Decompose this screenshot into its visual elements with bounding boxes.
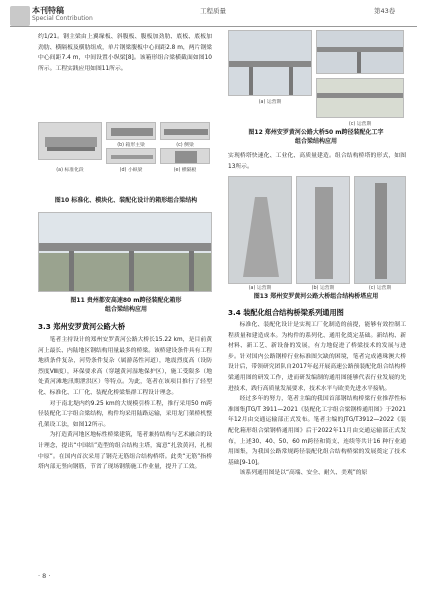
fig10-photo-box — [106, 122, 156, 140]
section-3-3-title: 3.3 郑州安罗黄河公路大桥 — [38, 322, 126, 331]
fig10-drawing-diaphragm — [161, 149, 210, 164]
fig11-photo — [38, 212, 212, 292]
fig13-caption: 图13 郑州安罗黄河公路大桥组合结构桥塔应用 — [253, 293, 379, 300]
fig12-caption-line1: 图12 郑州安罗黄河公路大桥50 m跨径装配化工字 — [248, 129, 384, 136]
header-divider — [10, 26, 417, 27]
fig10-drawing-stringer — [107, 149, 156, 164]
fig10-sub-e: (e) 横隔板 — [173, 168, 197, 173]
fig10-sub-b: (b) 箱形主梁 — [117, 143, 145, 148]
fig12-drawing-c — [317, 79, 404, 118]
right-paragraph-2: 经过多年的努力，笔者主编的我国首部钢结构桥梁行业推荐性标准图集JTG/T 3911—2021《装配化工字组合梁钢桥通用图》于2021年12月由交通运输部正式发布。笔者主编的JTG/T3912—2022《装配化箱形组合梁钢桥通用图》后于2022年11月由交通运输部正式发布，上述30、40、50、60 m跨径和简支、连续等共计16 种行业通用图集，为我国公路常规跨径装配化组合结构桥梁的发展奠定了技术基础[9-10]。 — [228, 396, 406, 466]
fig13-sub-b: (b) 运营期 — [311, 286, 335, 291]
right-intro-paragraph: 实现桥塔快速化、工业化、高质量建造。组合结构桥塔的形式，如图13所示。 — [228, 153, 406, 170]
fig10-drawing-side — [161, 123, 210, 140]
journal-name: 工程质量 — [200, 7, 226, 15]
fig13-sub-c: (c) 运营期 — [368, 286, 392, 291]
fig10-photo-standard — [38, 122, 102, 160]
fig12-photo-c — [316, 78, 404, 118]
fig12-drawing-b — [317, 31, 404, 74]
figure-10 — [38, 122, 214, 204]
page-number: · 8 · — [38, 572, 51, 580]
fig10-sub-a: (a) 标准化段 — [56, 168, 84, 173]
journal-logo — [10, 6, 30, 26]
fig10-photo-diaphragm — [160, 148, 210, 164]
fig13-sub-a: (a) 运营期 — [248, 286, 272, 291]
fig10-sub-c: (c) 侧梁 — [176, 143, 194, 148]
fig10-caption: 图10 标准化、模块化、装配化设计的箱形组合梁结构 — [54, 197, 198, 204]
fig10-photo-stringer — [106, 148, 156, 164]
fig12-photo-a — [228, 30, 312, 96]
fig10-drawing-standard — [39, 123, 102, 160]
fig13-drawing-a — [229, 177, 292, 284]
fig13-photo-b — [296, 176, 350, 284]
fig12-caption-line2: 组合梁结构应用 — [294, 138, 337, 145]
volume-label: 第43卷 — [374, 7, 396, 15]
fig12-drawing-a — [229, 31, 312, 96]
fig12-photo-b — [316, 30, 404, 74]
fig13-drawing-b — [297, 177, 350, 284]
fig10-drawing-box — [107, 123, 156, 140]
fig11-caption-line2: 组合梁结构应用 — [104, 306, 147, 313]
fig13-photo-a — [228, 176, 292, 284]
fig11-caption-line1: 图11 贵州都安高速80 m跨径装配化箱形 — [70, 297, 182, 304]
right-paragraph-1: 标准化、装配化设计是实现工厂化制造的前提，能够有效控制工程质量和建造成本。为构件的系列化、通用化奠定基础。新结构、新材料、新工艺、新设备的发展，有力地促进了桥梁技术的发展与进步。针对国内公路钢桥行业标准图欠缺的困境，笔者完成港珠澳大桥设计后，带领研究团队自2017年起开展高速公路预装配化组合结构桥梁通用图的研发工作，进而研发编制的通用图能够代表行业发展的先进技术，践行高质量发展要求，技术水平与欧美先进水平接轨。 — [228, 322, 406, 392]
left-intro-paragraph: 约1/21。钢主梁由上翼缘板、斜腹板、腹板加劲肋、底板、底板加劲肋、横隔板及横肋组成，单片钢梁腹板中心间距2.8 m，两片钢梁中心间距7.4 m，中间设置小纵梁[8]。该箱形组合梁横截面如图10所示。工程实践应用如图11所示。 — [38, 34, 212, 72]
left-paragraph-2: 对于南北堤内约9.25 km的大规模引桥工程，推行采用50 m跨径装配化工字组合梁结构，构件均采用陆路运输，采用龙门架桥机整孔架设工法，如图12所示。 — [38, 400, 212, 428]
left-paragraph-1: 笔者主持设计的郑州安罗黄河公路大桥长15.22 km，是目前黄河上最长、内陆地区钢结构用量最多的桥梁。该桥建设条件具有工程地质条件复杂，河势条件复杂（属游荡性河道），地震烈度高（设防烈度VⅢ度），环保要求高（穿越黄河湿地保护区），施工受限多（地处黄河滩地汛期泄洪区）等特点。为此，笔者在该项目推行了轻型化、标准化、工厂化、装配化桥梁集群工程设计理念。 — [38, 337, 212, 396]
fig12-sub-c: (c) 运营期 — [348, 122, 372, 127]
right-body — [228, 320, 406, 479]
left-paragraph-3: 为打造黄河地区地标性桥梁建筑，笔者兼持结构与艺术融合的设计理念，提出“中国结”造型的组合结构主塔，寓意“扎敦黄河，扎根中原”。在国内首次采用了钢壳无筋组合结构桥塔。此类“无筋”指桥塔内部无竖向钢筋，节省了现场钢筋施工作业量，提升了工效。 — [38, 432, 212, 471]
section-3-4-title: 3.4 装配化组合结构桥梁系列通用图 — [228, 308, 344, 317]
fig13-photo-c — [354, 176, 406, 284]
fig10-photo-side — [160, 122, 210, 140]
column-title: 本刊特稿 — [32, 6, 64, 15]
fig10-sub-d: (d) 小纵梁 — [119, 168, 143, 173]
right-paragraph-3: 该系列通用图是以“高端、安全、耐久、美观”的原 — [239, 470, 368, 477]
column-subtitle: Special Contribution — [32, 15, 93, 22]
fig13-drawing-c — [355, 177, 406, 284]
fig12-sub-a: (a) 运营期 — [258, 100, 282, 105]
fig11-bridge-drawing — [39, 213, 212, 292]
left-body — [38, 335, 212, 473]
